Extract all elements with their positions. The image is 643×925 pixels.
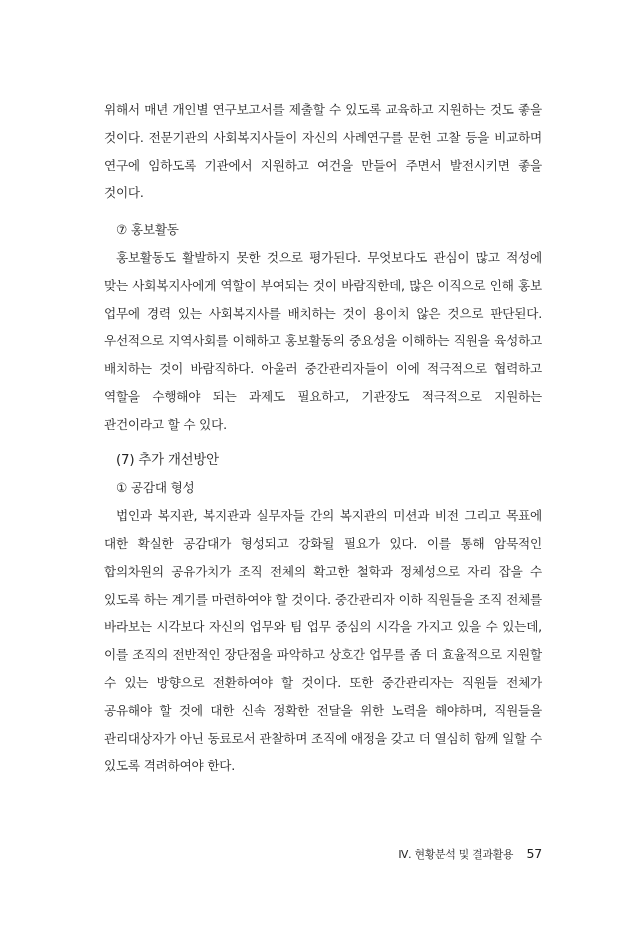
running-footer-chapter: Ⅳ. 현황분석 및 결과활용: [398, 848, 514, 861]
paragraph-pr-activity: 홍보활동도 활발하지 못한 것으로 평가된다. 무엇보다도 관심이 많고 적성에 맞는 사회복지사에게 역할이 부여되는 것이 바람직한데, 많은 이직으로 인해 홍보 업무에 경력 있는 사회복지사를 배치하는 것이 용이치 않은 것으로 판단된다. 우선적으로 지역사회를 이해하고 홍보활동의 중요성을 이해하는 직원을 육성하고 배치하는 것이 바람직하다. 아울러 중간관리자들이 이에 적극적으로 협력하고 역할을 수행해야 되는 과제도 필요하고, 기관장도 적극적으로 지원하는 관건이라고 할 수 있다.: [104, 249, 542, 432]
section-heading-additional-improvements: (7) 추가 개선방안: [116, 452, 219, 468]
spacer: [104, 207, 542, 216]
page-number: 57: [526, 846, 542, 861]
page-body: [104, 96, 542, 780]
page-footer: [398, 846, 542, 862]
subheading-pr-activity: ⑦ 홍보활동: [116, 222, 179, 238]
paragraph-empathy-building: 법인과 복지관, 복지관과 실무자들 간의 복지관의 미션과 비전 그리고 목표에 대한 확실한 공감대가 형성되고 강화될 필요가 있다. 이를 통해 암묵적인 합의차원의 공유가치가 조직 전체의 확고한 철학과 정체성으로 자리 잡을 수 있도록 하는 계기를 마련하여야 할 것이다. 중간관리자 이하 직원들을 조직 전체를 바라보는 시각보다 자신의 업무와 팀 업무 중심의 시각을 가지고 있을 수 있는데, 이를 조직의 전반적인 장단점을 파악하고 상호간 업무를 좀 더 효율적으로 지원할 수 있는 방향으로 전환하여야 할 것이다. 또한 중간관리자는 직원들 전체가 공유해야 할 것에 대한 신속 정확한 전달을 위한 노력을 해야하며, 직원들을 관리대상자가 아닌 동료로서 관찰하며 조직에 애정을 갖고 더 열심히 함께 일할 수 있도록 격려하여야 한다.: [104, 508, 542, 774]
paragraph-research-support: 위해서 매년 개인별 연구보고서를 제출할 수 있도록 교육하고 지원하는 것도 좋을 것이다. 전문기관의 사회복지사들이 자신의 사례연구를 문헌 고찰 등을 비교하며 연구에 임하도록 기관에서 지원하고 여건을 만들어 주면서 발전시키면 좋을 것이다.: [104, 102, 542, 201]
subheading-empathy-building: ① 공감대 형성: [116, 480, 195, 496]
spacer: [104, 439, 542, 447]
